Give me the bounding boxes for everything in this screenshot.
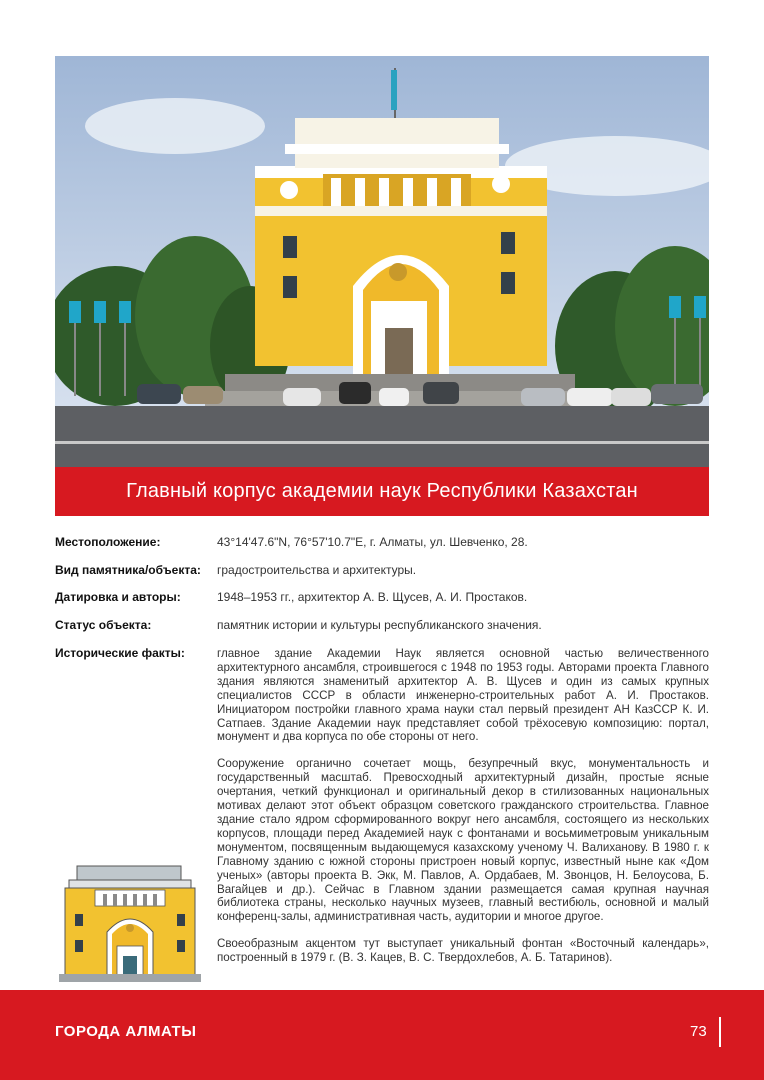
detail-value: памятник истории и культуры республиканского значения. <box>217 618 542 632</box>
facts-paragraph: Сооружение органично сочетает мощь, безупречный вкус, монументальность и государственный масштаб. Превосходный архитектурный дизайн, простые ясные очертания, четкий функционал и оригинальный декор в стилизованных национальных мотивах делают этот объект образцом советского гражданского строительства. Главное здание стало ядром сформированного вокруг него ансамбля, состоящего из нескольких корпусов, площади перед Академией наук с фонтанами и восьмиметровым уникальным монументом, посвященным выдающемуся казахскому ученому Ч. Валиханову. В 1980 г. к Главному зданию с южной стороны пристроен новый корпус, известный ныне как «Дом ученых» (авторы проекта В. Экк, М. Павлов, А. Ордабаев, М. Звонцов, Н. Белоусова, Б. Вагайцев и др.). Сейчас в Главном здании размещается самая крупная научная библиотека страны, несколько научных музеев, главный вестибюль, основной и малый конференц-залы, административная часть, аудитории и многое другое. <box>217 757 709 924</box>
page-title: Главный корпус академии наук Республики Казахстан <box>126 480 638 502</box>
detail-value: 1948–1953 гг., архитектор А. В. Щусев, А. И. Простаков. <box>217 590 528 604</box>
facts-paragraph: Своеобразным акцентом тут выступает уникальный фонтан «Восточный календарь», построенный в 1979 г. (В. З. Кацев, В. С. Твердохлебов, А. Б. Татаринов). <box>217 937 709 965</box>
page-number: 73 <box>690 1023 707 1040</box>
detail-label: Статус объекта: <box>55 618 152 632</box>
title-bar <box>55 467 709 516</box>
detail-value: градостроительства и архитектуры. <box>217 563 417 577</box>
detail-label: Датировка и авторы: <box>55 590 181 604</box>
building-photo <box>55 56 709 467</box>
detail-label: Исторические факты: <box>55 646 185 660</box>
detail-label: Вид памятника/объекта: <box>55 563 201 577</box>
detail-label: Местоположение: <box>55 535 161 549</box>
footer-divider <box>719 1017 721 1047</box>
building-drawing <box>55 862 205 985</box>
detail-value: 43°14'47.6"N, 76°57'10.7"E, г. Алматы, ул. Шевченко, 28. <box>217 535 528 549</box>
facts-paragraph: главное здание Академии Наук является основной частью величественного архитектурного ансамбля, строившегося с 1948 по 1953 годы. Авторами проекта Главного здания являются знаменитый архитектор А. В. Щусев и один из самых крупных специалистов СССР в области инженерно-строительных работ А. И. Простаков. Инициатором постройки главного храма науки стал первый президент АН КазССР К. И. Сатпаев. Здание Академии наук представляет собой трёхосевую композицию: портал, монумент и два корпуса по обе стороны от него. <box>217 647 709 744</box>
historical-facts <box>217 647 709 978</box>
footer-city: ГОРОДА АЛМАТЫ <box>55 1023 197 1040</box>
footer <box>0 990 764 1080</box>
